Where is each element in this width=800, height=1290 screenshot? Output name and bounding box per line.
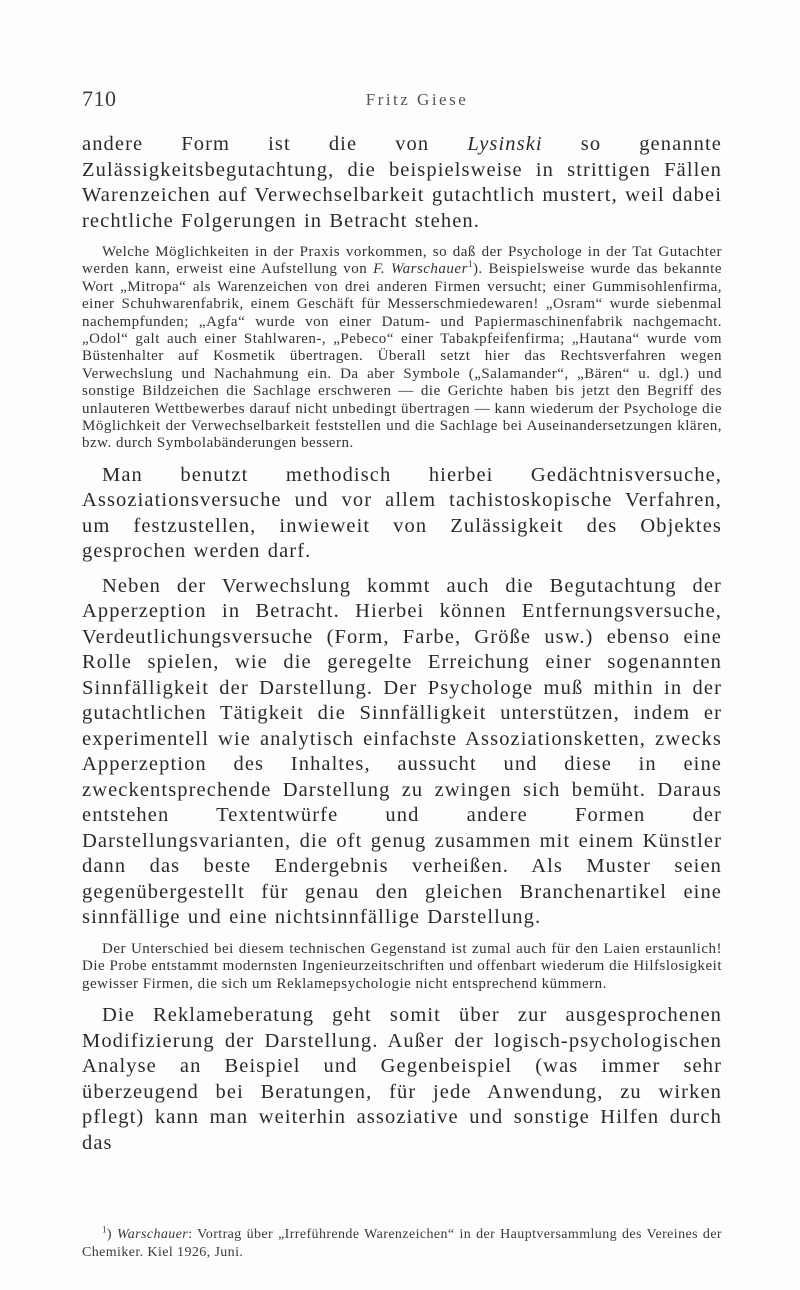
paragraph-1-text-b: so genannte Zulässigkeitsbegutachtung, die beispielsweise in strittigen Fällen Warenzeichen auf Verwechselbarkeit gutachtlich mustert, weil dabei rechtliche Folgerungen in Betracht stehen.: [82, 133, 722, 232]
footnote-ref-marker: 1: [467, 259, 473, 270]
footnote-author: Warschauer: [116, 1227, 189, 1242]
paragraph-2-small-print: [82, 244, 722, 453]
paragraph-6: Die Reklameberatung geht somit über zur ausgesprochenen Modifizierung der Darstellung. Außer der logisch-psychologischen Analyse an Beispiel und Gegenbeispiel (was immer sehr überzeugend bei Beratungen, für jede Anwendung, zu wirken pflegt) kann man weiterhin assoziative und sonstige Hilfen durch das: [82, 1004, 722, 1154]
paragraph-4: Neben der Verwechslung kommt auch die Begutachtung der Apperzeption in Betracht. Hierbei können Entfernungsversuche, Verdeutlichungsversuche (Form, Farbe, Größe usw.) ebenso eine Rolle spielen, wie die geregelte Erreichung einer sogenannten Sinnfälligkeit der Darstellung. Der Psychologe muß mithin in der gutachtlichen Tätigkeit die Sinnfälligkeit unterstützen, indem er experimentell wie analytisch einfachste Assoziationsketten, zwecks Apperzeption des Inhaltes, aussucht und diese in eine zweckentsprechende Darstellung zu zwingen sich bemüht. Daraus entstehen Textentwürfe und andere Formen der Darstellungsvarianten, die oft genug zusammen mit einem Künstler dann das beste Endergebnis verheißen. Als Muster seien gegenübergestellt für genau den gleichen Branchenartikel eine sinnfällige und eine nichtsinnfällige Darstellung.: [82, 574, 722, 929]
main-text: [82, 132, 722, 1156]
footnote-text: : Vortrag über „Irreführende Warenzeichen“ in der Hauptversammlung des Vereines der Chemiker. Kiel 1926, Juni.: [82, 1227, 722, 1260]
footnote: $^1$) Warschauer: Vortrag über „Irreführende Warenzeichen“ in der Hauptversammlung des Vereines der Chemiker. Kiel 1926, Juni.: [82, 1224, 722, 1260]
paragraph-5-small-print: Der Unterschied bei diesem technischen Gegenstand ist zumal auch für den Laien erstaunlich! Die Probe entstammt modernsten Ingenieurzeitschriften und offenbart wiederum die Hilfslosigkeit gewisser Firmen, die sich um Reklamepsychologie nicht entsprechend kümmern.: [82, 940, 722, 992]
author-name: Lysinski: [467, 133, 543, 155]
footnote-marker: 1: [102, 1224, 107, 1235]
paragraph-2-text-b: ). Beispielsweise wurde das bekannte Wort „Mitropa“ als Warenzeichen von drei anderen Firmen versucht; einer Gummisohlenfirma, einer Schuhwarenfabrik, einem Geschäft für Messerschmiedewaren! „Osram“ wurde siebenmal nachempfunden; „Agfa“ wurde von einer Datum- und Papiermaschinenfabrik nachgemacht. „Odol“ galt auch einer Stahlwaren-, „Pebeco“ einer Tabakpfeifenfirma; „Hautana“ wurde vom Büstenhalter auf Kosmetik übertragen. Überall setzt hier das Rechtsverfahren wegen Verwechslung und Nachahmung ein. Da aber Symbole („Salamander“, „Bären“ u. dgl.) und sonstige Bildzeichen die Sachlage erschweren — die Gerichte haben bis jetzt den Begriff des unlauteren Wettbewerbes darauf nicht unbedingt übertragen — kann wiederum der Psychologe die Möglichkeit der Verwechselbarkeit feststellen und die Sachlage bei Auseinandersetzungen klären, bzw. durch Symbolabänderungen bessern.: [82, 261, 722, 452]
page-header: [82, 86, 722, 116]
footnote-area: [82, 1226, 722, 1262]
paragraph-2-text-a: Welche Möglichkeiten in der Praxis vorkommen, so daß der Psychologe in der Tat Gutachter werden kann, erweist eine Aufstellung von: [82, 244, 722, 278]
page-number: 710: [82, 86, 117, 111]
paragraph-1-text-a: andere Form ist die von: [82, 133, 468, 155]
paragraph-1: [82, 132, 722, 234]
footnote-author-ref: F. Warschauer: [373, 261, 468, 278]
running-head: Fritz Giese: [365, 90, 469, 109]
paragraph-3: Man benutzt methodisch hierbei Gedächtnisversuche, Assoziationsversuche und vor allem tachistoskopische Verfahren, um festzustellen, inwieweit von Zulässigkeit des Objektes gesprochen werden darf.: [82, 463, 722, 563]
